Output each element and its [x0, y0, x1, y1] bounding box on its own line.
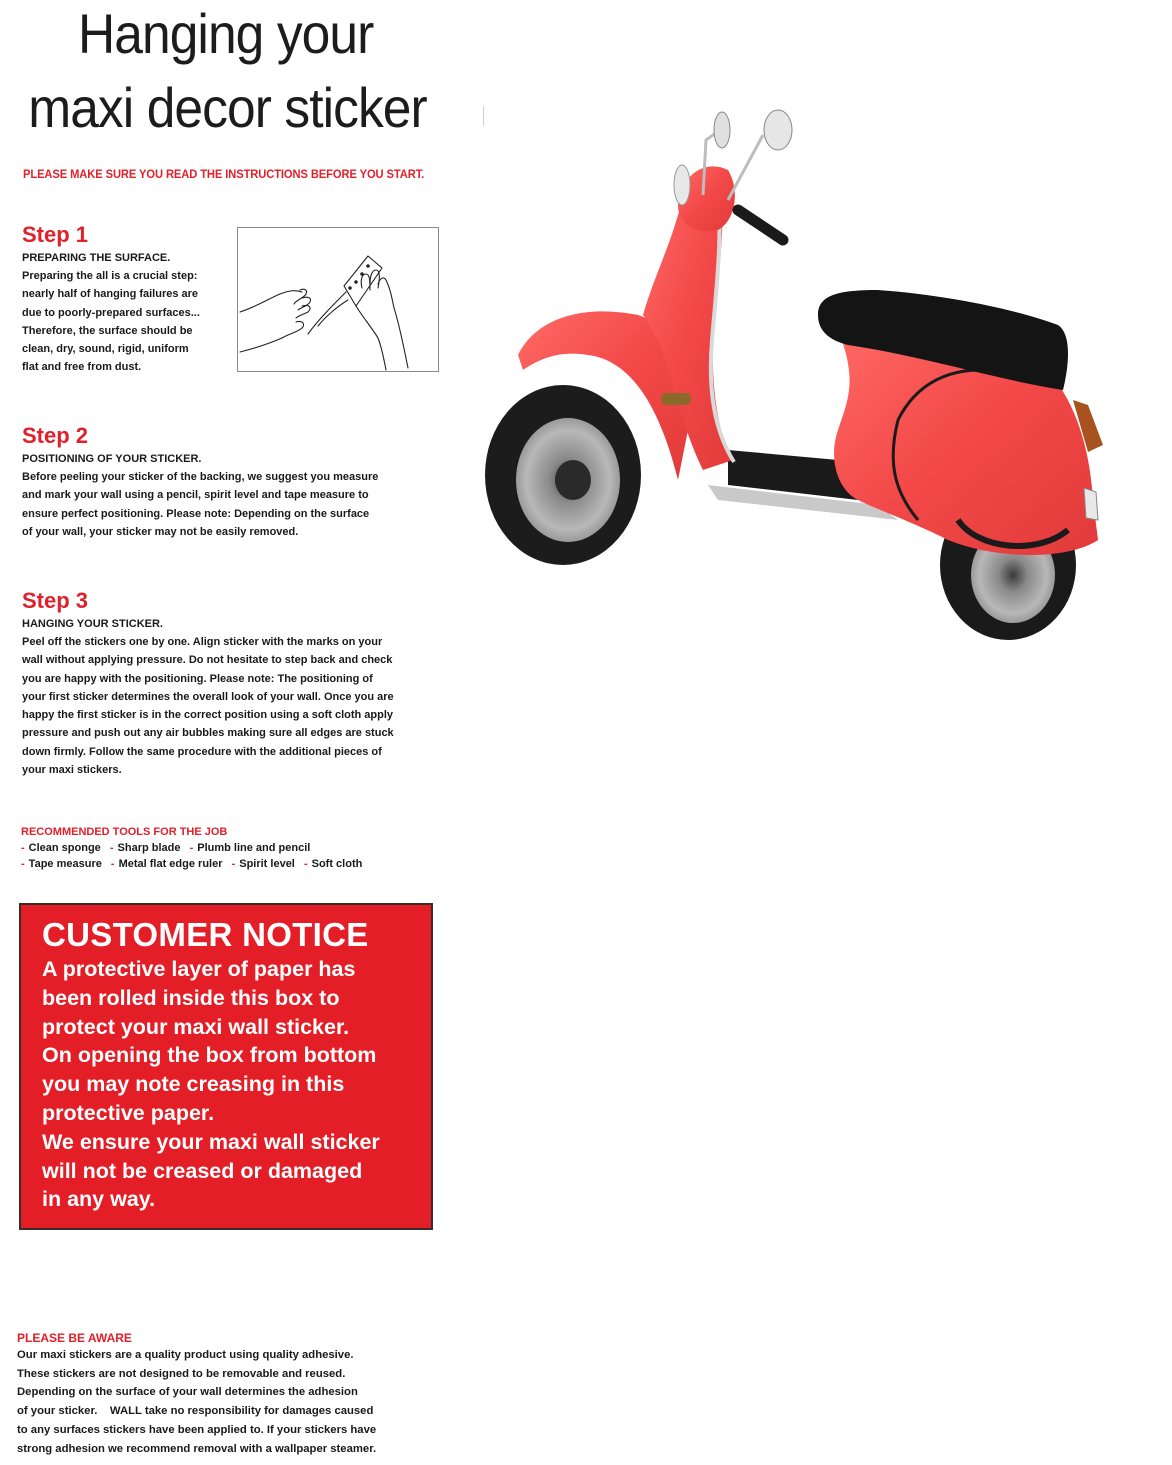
page-title [18, 2, 437, 140]
scooter-icon [478, 100, 1148, 660]
tool-item: Tape measure [28, 858, 102, 870]
notice-line: A protective layer of paper has [42, 957, 356, 981]
tools-heading: RECOMMENDED TOOLS FOR THE JOB [21, 826, 228, 838]
step-line: Therefore, the surface should be [22, 324, 193, 337]
notice-line: will not be creased or damaged [42, 1158, 363, 1183]
step-line: your maxi stickers. [22, 764, 122, 777]
notice-line: We ensure your maxi wall sticker [42, 1129, 380, 1154]
notice-line: protect your maxi wall sticker. [42, 1014, 350, 1039]
aware-line: These stickers are not designed to be removable and reused. [17, 1367, 346, 1380]
tools-row-2 [21, 856, 441, 872]
step-line: ensure perfect positioning. Please note: Depending on the surface [22, 507, 370, 520]
notice-line: you may note creasing in this [42, 1072, 345, 1097]
step-subheading: POSITIONING OF YOUR STICKER. [22, 453, 202, 465]
step-heading: Step 1 [22, 222, 89, 247]
hands-sponge-icon [238, 228, 438, 371]
bullet-dash: - [21, 858, 25, 870]
bullet-dash: - [109, 842, 114, 854]
step-line: of your wall, your sticker may not be easily removed. [22, 525, 299, 538]
step-line: Preparing the all is a crucial step: [22, 270, 198, 282]
step-line: and mark your wall using a pencil, spirit level and tape measure to [22, 489, 369, 502]
surface-prep-illustration [237, 227, 439, 372]
tools-row-1 [21, 840, 441, 856]
step-2 [22, 423, 442, 541]
bullet-dash: - [303, 858, 308, 870]
aware-line: of your sticker. WALL take no responsibility for damages caused [17, 1405, 374, 1418]
step-1 [22, 222, 232, 377]
step-subheading: HANGING YOUR STICKER. [22, 618, 163, 630]
notice-line: in any way. [42, 1187, 156, 1212]
title-line-2: maxi decor sticker [28, 76, 427, 139]
bullet-dash: - [110, 858, 115, 870]
step-line: due to poorly-prepared surfaces... [22, 306, 200, 319]
please-be-aware [17, 1330, 457, 1458]
aware-line: to any surfaces stickers have been applied to. If your stickers have [17, 1423, 377, 1436]
step-line: wall without applying pressure. Do not hesitate to step back and check [22, 654, 393, 667]
notice-heading: CUSTOMER NOTICE [42, 916, 369, 953]
step-3 [22, 588, 442, 779]
step-line: Peel off the stickers one by one. Align sticker with the marks on your [22, 636, 383, 648]
aware-line: Depending on the surface of your wall determines the adhesion [17, 1386, 358, 1399]
step-line: nearly half of hanging failures are [22, 288, 199, 301]
tool-item: Sharp blade [117, 842, 181, 854]
tool-item: Spirit level [239, 858, 295, 870]
step-line: your first sticker determines the overall look of your wall. Once you are [22, 690, 394, 703]
scooter-product-image [478, 100, 1148, 660]
step-line: you are happy with the positioning. Please note: The positioning of [22, 672, 373, 685]
read-instructions-warning: PLEASE MAKE SURE YOU READ THE INSTRUCTIONS BEFORE YOU START. [23, 167, 425, 181]
bullet-dash: - [21, 842, 25, 854]
step-heading: Step 3 [22, 588, 89, 613]
aware-heading: PLEASE BE AWARE [17, 1331, 132, 1345]
title-line-1: Hanging your [77, 2, 374, 65]
step-line: pressure and push out any air bubbles making sure all edges are stuck [22, 727, 394, 740]
notice-line: protective paper. [42, 1100, 215, 1125]
customer-notice-box [19, 903, 433, 1230]
recommended-tools [21, 825, 441, 872]
step-subheading: PREPARING THE SURFACE. [22, 252, 171, 264]
step-line: down firmly. Follow the same procedure with the additional pieces of [22, 745, 382, 758]
bullet-dash: - [189, 842, 194, 854]
tool-item: Plumb line and pencil [197, 842, 311, 854]
step-line: flat and free from dust. [22, 361, 142, 374]
notice-line: On opening the box from bottom [42, 1043, 377, 1068]
step-heading: Step 2 [22, 423, 89, 448]
tool-item: Metal flat edge ruler [118, 858, 223, 870]
tool-item: Soft cloth [311, 858, 363, 870]
step-line: Before peeling your sticker of the backing, we suggest you measure [22, 471, 379, 483]
aware-line: strong adhesion we recommend removal with a wallpaper steamer. [17, 1442, 377, 1455]
step-line: happy the first sticker is in the correct position using a soft cloth apply [22, 709, 394, 722]
notice-line: been rolled inside this box to [42, 985, 340, 1010]
bullet-dash: - [231, 858, 236, 870]
tool-item: Clean sponge [28, 842, 101, 854]
aware-line: Our maxi stickers are a quality product using quality adhesive. [17, 1349, 354, 1361]
step-line: clean, dry, sound, rigid, uniform [22, 343, 189, 356]
